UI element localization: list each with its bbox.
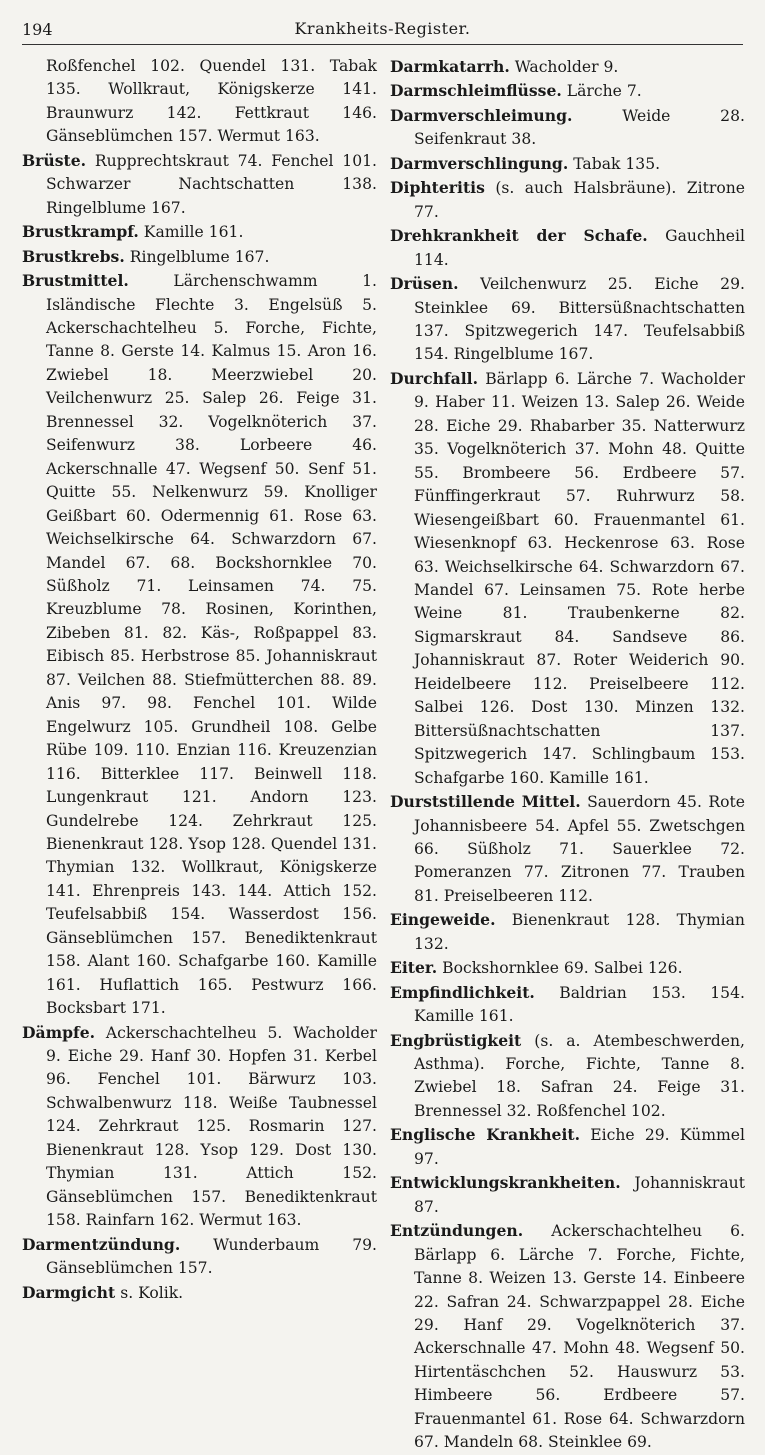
entry-heading: Entzündungen. bbox=[390, 1221, 524, 1241]
index-entry bbox=[22, 269, 377, 1021]
entry-heading: Darmverschleimung. bbox=[390, 105, 573, 125]
index-entry bbox=[390, 104, 745, 152]
entry-heading: Brustkrebs. bbox=[22, 246, 125, 266]
entry-heading: Darmschleimflüsse. bbox=[390, 81, 562, 101]
entry-references: Johanniskraut 87. bbox=[414, 1174, 745, 1216]
entry-heading: Brustkrampf. bbox=[22, 222, 139, 242]
index-entry bbox=[390, 956, 745, 980]
entry-references: Ackerschachtelheu 6. Bärlapp 6. Lärche 7. Forche, Fichte, Tanne 8. Weizen 13. Gerste 14. Einbeere 22. Safran 24. Schwarzpappel 28. Eiche 29. Hanf 29. Vogelknöterich 37. Ackerschnalle 47. Mohn 48. Wegsenf 50. Hirtentäschchen 52. Hauswurz 53. Himbeere 56. Erdbeere 57. Frauenmantel 61. Rose 64. Schwarzdorn 67. Mandeln 68. Steinklee 69. bbox=[414, 1222, 745, 1452]
entry-references: Baldrian 153. 154. Kamille 161. bbox=[414, 983, 745, 1026]
entry-heading: Darmentzündung. bbox=[22, 1234, 181, 1254]
entry-references: Eiche 29. Kümmel 97. bbox=[414, 1126, 745, 1168]
index-entry bbox=[390, 224, 745, 272]
entry-heading: Drüsen. bbox=[390, 274, 459, 294]
entry-references: Wacholder 9. bbox=[514, 58, 619, 76]
entry-heading: Engbrüstigkeit bbox=[390, 1030, 522, 1050]
entry-references: Rupprechtskraut 74. Fenchel 101. Schwarzer Nachtschatten 138. Ringelblume 167. bbox=[46, 151, 377, 217]
entry-heading: Eiter. bbox=[390, 958, 438, 978]
entry-heading: Empfindlichkeit. bbox=[390, 982, 535, 1002]
entry-heading: Darmgicht bbox=[22, 1282, 116, 1302]
right-column bbox=[390, 55, 745, 1455]
entry-references: Tabak 135. bbox=[573, 154, 661, 173]
entry-references: (s. a. Atembeschwerden, Asthma). Forche, Fichte, Tanne 8. Zwiebel 18. Safran 24. Feige 31. Brennessel 32. Roßfenchel 102. bbox=[414, 1031, 745, 1120]
index-entry bbox=[390, 1029, 745, 1124]
index-entry bbox=[390, 176, 745, 224]
index-entry bbox=[390, 908, 745, 956]
index-entry bbox=[390, 1171, 745, 1219]
entry-heading: Brüste. bbox=[22, 150, 87, 170]
page-header bbox=[22, 14, 743, 45]
page-number: 194 bbox=[22, 20, 53, 39]
entry-references: Gauchheil 114. bbox=[414, 227, 745, 269]
index-entry bbox=[22, 220, 377, 244]
entry-references: Ackerschachtelheu 5. Wacholder 9. Eiche 29. Hanf 30. Hopfen 31. Kerbel 96. Fenchel 101. Bärwurz 103. Schwalbenwurz 118. Weiße Taubnessel 124. Zehrkraut 125. Rosmarin 127. Bienenkraut 128. Ysop 129. Dost 130. Thymian 131. Attich 152. Gänseblümchen 157. Benediktenkraut 158. Rainfarn 162. Wermut 163. bbox=[46, 1023, 377, 1230]
entry-references: Bienenkraut 128. Thymian 132. bbox=[414, 911, 745, 953]
entry-references: Bärlapp 6. Lärche 7. Wacholder 9. Haber 11. Weizen 13. Salep 26. Weide 28. Eiche 29. Rhabarber 35. Natterwurz 35. Vogelknöterich 37. Mohn 48. Quitte 55. Brombeere 56. Erdbeere 57. Fünffingerkraut 57. Ruhrwurz 58. Wiesengeißbart 60. Frauenmantel 61. Wiesenknopf 63. Heckenrose 63. Rose 63. Weichselkirsche 64. Schwarzdorn 67. Mandel 67. Leinsamen 75. Rote herbe Weine 81. Traubenkerne 82. Sigmarskraut 84. Sandsеve 86. Johanniskraut 87. Roter Weiderich 90. Heidelbeere 112. Preiselbeere 112. Salbei 126. Dost 130. Minzen 132. Bittersüßnachtschatten 137. Spitzwegerich 147. Schlingbaum 153. Schafgarbe 160. Kamille 161. bbox=[414, 369, 745, 787]
index-entry bbox=[22, 55, 377, 149]
entry-references: Kamille 161. bbox=[143, 223, 244, 242]
entry-references: Lärche 7. bbox=[566, 82, 642, 101]
entry-heading: Darmverschlingung. bbox=[390, 153, 569, 173]
entry-references: Wunderbaum 79. Gänseblümchen 157. bbox=[46, 1235, 377, 1278]
index-entry bbox=[22, 149, 377, 220]
index-entry bbox=[390, 152, 745, 176]
index-entry bbox=[390, 1219, 745, 1455]
entry-heading: Darmkatarrh. bbox=[390, 57, 510, 76]
entry-references: (s. auch Halsbräune). Zitrone 77. bbox=[414, 179, 745, 221]
index-entry bbox=[390, 981, 745, 1029]
entry-references: Roßfenchel 102. Quendel 131. Tabak 135. Wollkraut, Königskerze 141. Braunwurz 142. Fettkraut 146. Gänseblümchen 157. Wermut 163. bbox=[46, 57, 377, 146]
index-entry bbox=[390, 367, 745, 790]
entry-heading: Diphteritis bbox=[390, 178, 485, 198]
running-title: Krankheits-Register. bbox=[294, 19, 471, 38]
entry-heading: Drehkrankheit der Schafe. bbox=[390, 226, 648, 246]
entry-heading: Brustmittel. bbox=[22, 271, 129, 291]
entry-references: Lärchenschwamm 1. Isländische Flechte 3. Engelsüß 5. Ackerschachtelheu 5. Forche, Fichte, Tanne 8. Gerste 14. Kalmus 15. Aron 16. Zwiebel 18. Meerzwiebel 20. Veilchenwurz 25. Salep 26. Feige 31. Brennessel 32. Vogelknöterich 37. Seifenwurz 38. Lorbeere 46. Ackerschnalle 47. Wegsenf 50. Senf 51. Quitte 55. Nelkenwurz 59. Knolliger Geißbart 60. Odermennig 61. Rose 63. Weichselkirsche 64. Schwarzdorn 67. Mandel 67. 68. Bockshornklee 70. Süßholz 71. Leinsamen 74. 75. Kreuzblume 78. Rosinen, Korinthen, Zibeben 81. 82. Käs-, Roßpappel 83. Eibisch 85. Herbstrose 85. Johanniskraut 87. Veilchen 88. Stiefmütterchen 88. 89. Anis 97. 98. Fenchel 101. Wilde Engelwurz 105. Grundheil 108. Gelbe Rübe 109. 110. Enzian 116. Kreuzenzian 116. Bitterklee 117. Beinwell 118. Lungenkraut 121. Andorn 123. Gundelrebe 124. Zehrkraut 125. Bienenkraut 128. Ysop 128. Quendel 131. Thymian 132. Wollkraut, Königskerze 141. Ehrenpreis 143. 144. Attich 152. Teufelsabbiß 154. Wasserdost 156. Gänseblümchen 157. Benediktenkraut 158. Alant 160. Schafgarbe 160. Kamille 161. Huflattich 165. Pestwurz 166. Bocksbart 171. bbox=[46, 272, 377, 1018]
entry-references: Veilchenwurz 25. Eiche 29. Steinklee 69. Bittersüßnachtschatten 137. Spitzwegerich 147. Teufelsabbiß 154. Ringelblume 167. bbox=[414, 275, 745, 364]
index-entry bbox=[390, 790, 745, 908]
index-entry bbox=[390, 1123, 745, 1171]
index-entry bbox=[390, 272, 745, 367]
entry-references: Sauerdorn 45. Rote Johannisbeere 54. Apfel 55. Zwetschgen 66. Süßholz 71. Sauerklee 72. Pomeranzen 77. Zitronen 77. Trauben 81. Preiselbeeren 112. bbox=[414, 793, 745, 905]
entry-references: Ringelblume 167. bbox=[129, 247, 270, 266]
entry-references: Weide 28. Seifenkraut 38. bbox=[414, 106, 745, 149]
entry-heading: Englische Krankheit. bbox=[390, 1125, 581, 1145]
index-entry bbox=[390, 79, 745, 103]
entry-heading: Dämpfe. bbox=[22, 1022, 96, 1042]
entry-heading: Entwicklungskrankheiten. bbox=[390, 1173, 621, 1193]
index-entry bbox=[22, 1281, 377, 1305]
index-entry bbox=[390, 55, 745, 79]
entry-heading: Durststillende Mittel. bbox=[390, 792, 581, 812]
entry-references: Bockshornklee 69. Salbei 126. bbox=[442, 959, 683, 978]
entry-heading: Eingeweide. bbox=[390, 910, 496, 930]
index-entry bbox=[22, 245, 377, 269]
index-entry bbox=[22, 1021, 377, 1233]
entry-heading: Durchfall. bbox=[390, 368, 478, 388]
index-entry bbox=[22, 1233, 377, 1281]
left-column bbox=[22, 55, 377, 1305]
entry-references: s. Kolik. bbox=[120, 1283, 184, 1302]
